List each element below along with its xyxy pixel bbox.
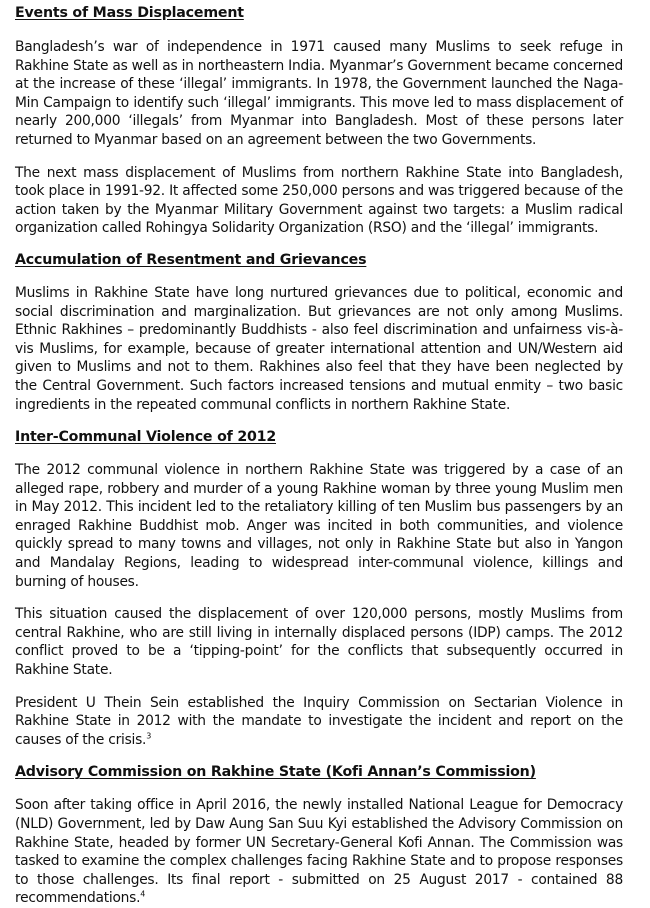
footnote-marker: 3 — [146, 731, 152, 741]
paragraph: Muslims in Rakhine State have long nurtured grievances due to political, economic and social discrimination and marginalization. But grievances are not only among Muslims. Ethnic Rakhines – predominantly Buddhists - also feel discrimination and unfairness vis-à-vis Muslims, for example, because of greater international attention and UN/Western aid given to Muslims and not to them. Rakhines also feel that they have been neglected by the Central Government. Such factors increased tensions and mutual enmity – two basic ingredients in the repeated communal conflicts in northern Rakhine State. — [15, 284, 623, 413]
section-heading: Events of Mass Displacement — [15, 5, 244, 21]
section-heading: Inter-Communal Violence of 2012 — [15, 429, 277, 446]
section-heading: Advisory Commission on Rakhine State (Kofi Annan’s Commission) — [15, 764, 536, 781]
paragraph: The next mass displacement of Muslims from northern Rakhine State into Bangladesh, took place in 1991-92. It affected some 250,000 persons and was triggered because of the action taken by the Myanmar Military Government against two targets: a Muslim radical organization called Rohingya Solidarity Organization (RSO) and the ‘illegal’ immigrants. — [15, 164, 623, 237]
paragraph-text: President U Thein Sein established the Inquiry Commission on Sectarian Violence in Rakhine State in 2012 with the mandate to investigate the incident and report on the causes of the crisis. — [15, 694, 623, 748]
paragraph: This situation caused the displacement of over 120,000 persons, mostly Muslims from central Rakhine, who are still living in internally displaced persons (IDP) camps. The 2012 conflict proved to be a ‘tipping-point’ for the conflicts that subsequently occurred in Rakhine State. — [15, 606, 623, 679]
paragraph: The 2012 communal violence in northern Rakhine State was triggered by a case of an alleged rape, robbery and murder of a young Rakhine woman by three young Muslim men in May 2012. This incident led to the retaliatory killing of ten Muslim bus passengers by an enraged Rakhine Buddhist mob. Anger was incited in both communities, and violence quickly spread to many towns and villages, not only in Rakhine State but also in Yangon and Mandalay Regions, leading to widespread inter-communal violence, killings and burning of houses. — [15, 462, 623, 590]
paragraph — [15, 796, 623, 908]
section-heading: Accumulation of Resentment and Grievances — [15, 251, 367, 268]
document-page — [15, 4, 623, 908]
paragraph-text: Soon after taking office in April 2016, the newly installed National League for Democracy (NLD) Government, led by Daw Aung San Suu Kyi established the Advisory Commission on Rakhine State, headed by former UN Secretary-General Kofi Annan. The Commission was tasked to examine the complex challenges facing Rakhine State and to propose responses to those challenges. Its final report - submitted on 25 August 2017 - contained 88 recommendations. — [15, 797, 623, 907]
paragraph — [15, 694, 623, 750]
paragraph: Bangladesh’s war of independence in 1971 caused many Muslims to seek refuge in Rakhine State as well as in northeastern India. Myanmar’s Government became concerned at the increase of these ‘illegal’ immigrants. In 1978, the Government launched the Naga-Min Campaign to identify such ‘illegal’ immigrants. This move led to mass displacement of nearly 200,000 ‘illegals’ from Myanmar into Bangladesh. Most of these persons later returned to Myanmar based on an agreement between the two Governments. — [15, 39, 623, 148]
footnote-marker: 4 — [140, 889, 146, 899]
